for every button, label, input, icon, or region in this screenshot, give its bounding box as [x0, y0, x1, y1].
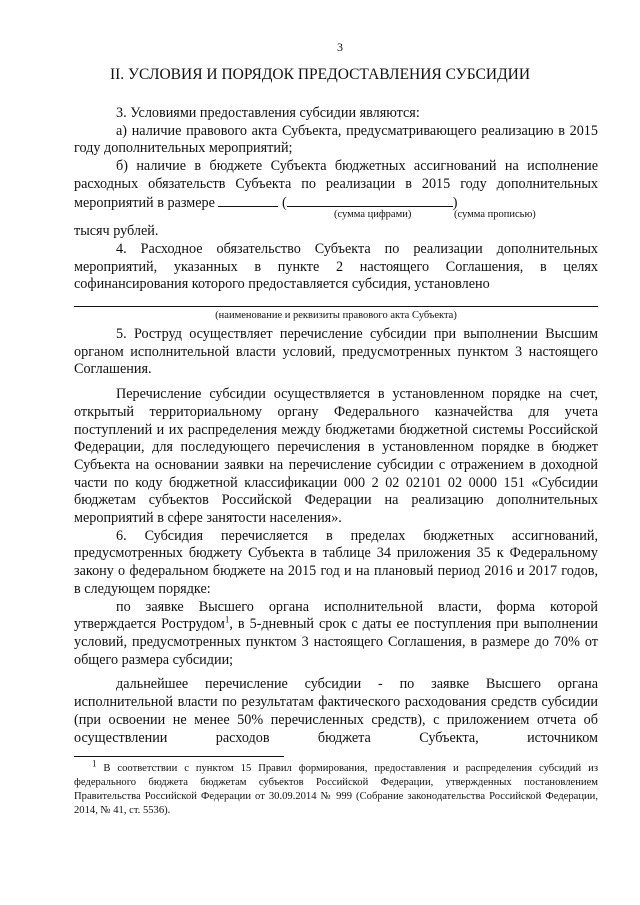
footnote-marker: 1 [92, 758, 97, 769]
paragraph-6a-text: по заявке Высшего органа исполнительной власти, форма которой утверждается Рострудом [74, 598, 598, 633]
footnote-ref: 1 [224, 614, 230, 625]
paragraph-6a [74, 599, 598, 670]
close-paren: ) [452, 194, 458, 211]
caption-sum-digits: (сумма цифрами) [334, 209, 412, 221]
open-paren: ( [282, 194, 287, 211]
paragraph-3: 3. Условиями предоставления субсидии являются: [116, 105, 420, 121]
paragraph-6a-rest: , в 5-дневный срок с даты ее поступления при выполнении условий, предусмотренных пунктом 3 настоящего Соглашения, в размере до 70% от общего размера субсидии; [74, 616, 598, 668]
spacer [74, 379, 598, 386]
sum-words-blank [287, 194, 453, 207]
section-title: II. УСЛОВИЯ И ПОРЯДОК ПРЕДОСТАВЛЕНИЯ СУБСИДИИ [109, 66, 531, 83]
act-blank-line [74, 296, 598, 307]
footnote [74, 758, 598, 818]
paragraph-4: 4. Расходное обязательство Субъекта по реализации дополнительных мероприятий, указанных в пункте 2 настоящего Соглашения, в целях софинансирования которого предоставляется субсидия, установлено [74, 240, 598, 293]
page-number: 3 [337, 40, 343, 54]
paragraph-3a: а) наличие правового акта Субъекта, предусматривающего реализацию в 2015 году дополнительных мероприятий; [74, 122, 598, 157]
paragraph-5: 5. Роструд осуществляет перечисление субсидии при выполнении Высшим органом исполнительной власти условий, предусмотренных пунктом 3 настоящего Соглашения. [74, 326, 598, 378]
document-body [74, 105, 598, 747]
sum-digits-blank [218, 194, 278, 207]
caption-sum-words: (сумма прописью) [454, 209, 536, 221]
paragraph-3b [74, 158, 598, 212]
sum-captions [74, 209, 598, 223]
paragraph-6b: дальнейшее перечисление субсидии - по заявке Высшего органа исполнительной власти по результатам фактического расходования средств субсидии (при освоении не менее 50% перечисленных средств), с приложением отчета об осуществлении расходов бюджета Субъекта, источником [74, 676, 598, 746]
footnote-separator [74, 756, 284, 757]
footnote-text: В соответствии с пунктом 15 Правил формирования, предоставления и распределения субсидий из федерального бюджета бюджетам субъектов Российской Федерации, утвержденных постановлением Правительства Российской Федерации от 30.09.2014 № 999 (Собрание законодательства Российской Федерации, 2014, № 41, ст. 5536). [74, 763, 598, 816]
paragraph-3b-text: б) наличие в бюджете Субъекта бюджетных ассигнований на исполнение расходных обязательств Субъекта по реализации в 2015 году дополнительных мероприятий в размере [74, 158, 598, 211]
paragraph-5b: Перечисление субсидии осуществляется в установленном порядке на счет, открытый территориальному органу Федерального казначейства для учета поступлений и их распределения между бюджетами бюджетной системы Российской Федерации, для последующего перечисления в установленном порядке в бюджет Субъекта на основании заявки на перечисление субсидии с отражением в доходной части по коду бюджетной классификации 000 2 02 02101 02 0000 151 «Субсидии бюджетам субъектов Российской Федерации на реализацию дополнительных мероприятий в сфере занятости населения». [74, 386, 598, 527]
spacer [74, 669, 598, 676]
paragraph-6: 6. Субсидия перечисляется в пределах бюджетных ассигнований, предусмотренных бюджету Субъекта в таблице 34 приложения 35 к Федеральному закону о федеральном бюджете на 2015 год и на плановый период 2016 и 2017 годов, в следующем порядке: [74, 527, 598, 597]
paragraph-3b-tail: тысяч рублей. [74, 223, 159, 240]
caption-legal-act: (наименование и реквизиты правового акта Субъекта) [215, 310, 457, 322]
